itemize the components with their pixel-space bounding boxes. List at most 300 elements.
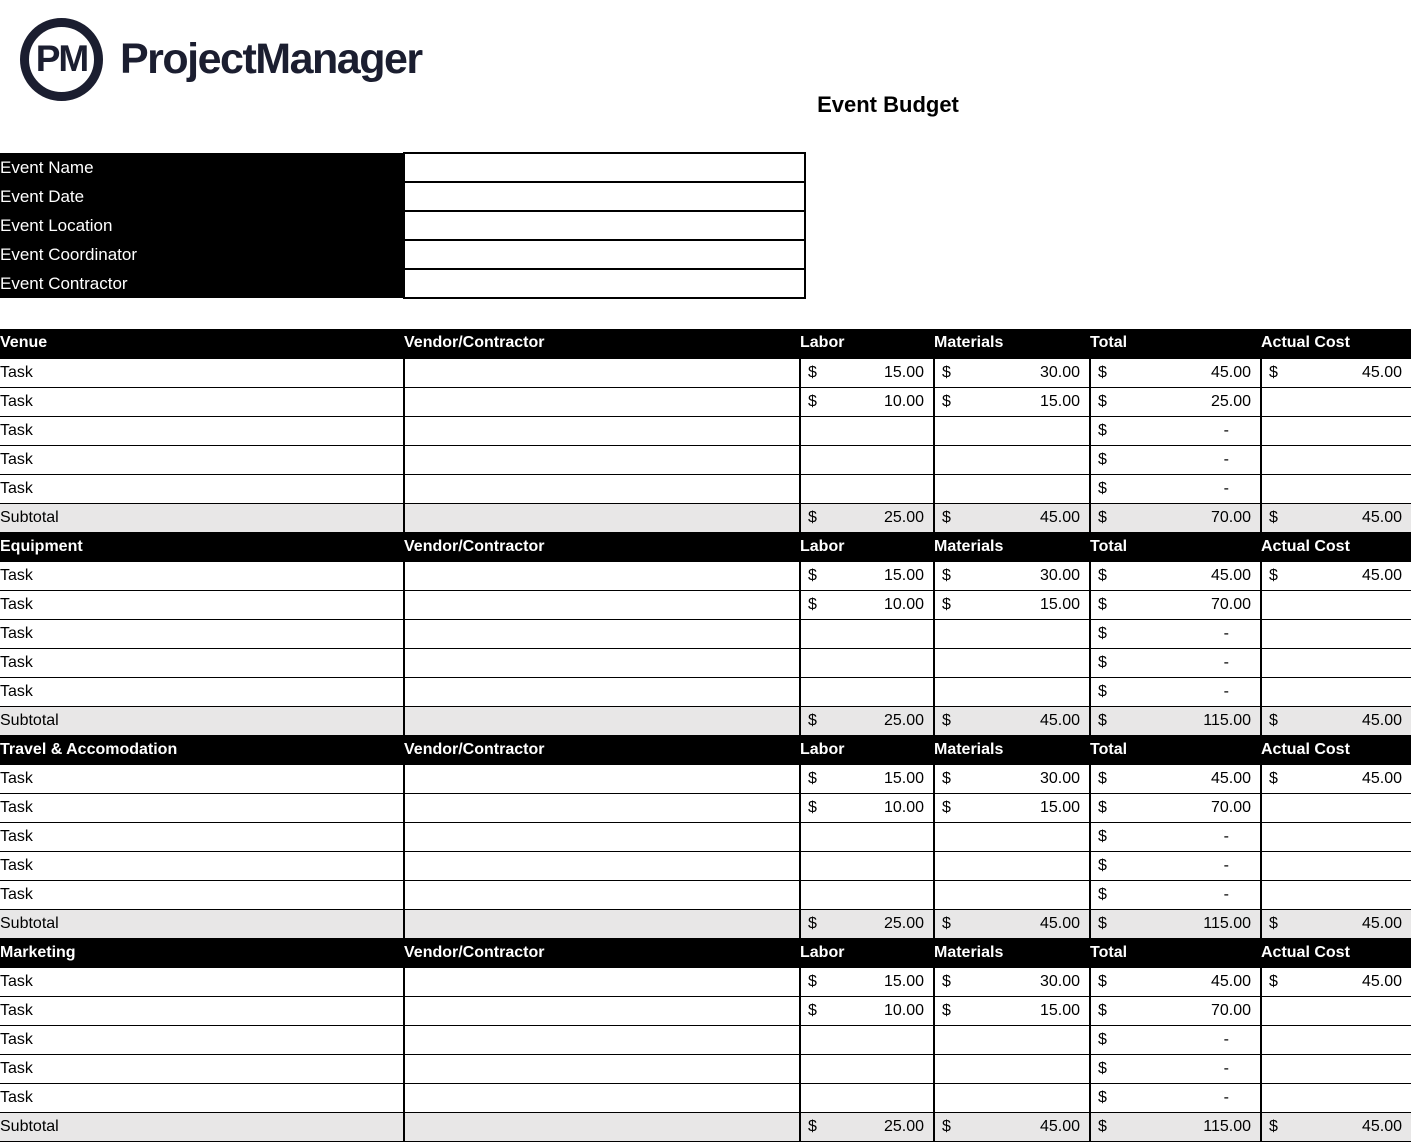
labor-value: 10.00 xyxy=(883,392,924,410)
event-info-row-event-contractor xyxy=(0,269,805,298)
materials-value: 45.00 xyxy=(1039,1117,1080,1135)
task-name-cell[interactable]: Task xyxy=(0,1054,404,1083)
materials-cell xyxy=(934,503,1090,532)
materials-cell[interactable] xyxy=(934,1025,1090,1054)
projectmanager-wordmark: ProjectManager xyxy=(120,35,422,83)
materials-cell[interactable] xyxy=(934,677,1090,706)
materials-cell[interactable] xyxy=(934,416,1090,445)
section-header-travel-accomodation xyxy=(0,735,1411,764)
actual-cell[interactable] xyxy=(1261,445,1411,474)
task-name-cell[interactable]: Task xyxy=(0,1083,404,1112)
currency-symbol: $ xyxy=(1098,856,1107,874)
currency-symbol: $ xyxy=(808,972,817,990)
currency-symbol: $ xyxy=(1098,595,1107,613)
materials-cell[interactable] xyxy=(934,590,1090,619)
total-cell xyxy=(1090,474,1261,503)
subtotal-label-cell: Subtotal xyxy=(0,503,404,532)
labor-cell[interactable] xyxy=(800,1054,934,1083)
currency-symbol: $ xyxy=(1098,508,1107,526)
total-value: - xyxy=(1223,682,1229,700)
vendor-cell[interactable] xyxy=(404,590,800,619)
currency-symbol: $ xyxy=(942,363,951,381)
materials-cell[interactable] xyxy=(934,648,1090,677)
column-header-labor: Labor xyxy=(800,329,934,358)
currency-symbol: $ xyxy=(1098,885,1107,903)
task-name-cell[interactable]: Task xyxy=(0,851,404,880)
actual-cell[interactable] xyxy=(1261,648,1411,677)
subtotal-label-cell: Subtotal xyxy=(0,909,404,938)
labor-cell[interactable] xyxy=(800,416,934,445)
total-cell xyxy=(1090,909,1261,938)
labor-cell[interactable] xyxy=(800,793,934,822)
task-name-cell[interactable]: Task xyxy=(0,445,404,474)
materials-cell[interactable] xyxy=(934,474,1090,503)
actual-value: 45.00 xyxy=(1361,566,1402,584)
currency-symbol: $ xyxy=(1098,682,1107,700)
labor-value: 25.00 xyxy=(883,1117,924,1135)
task-row xyxy=(0,822,1411,851)
currency-symbol: $ xyxy=(1098,914,1107,932)
total-cell xyxy=(1090,1025,1261,1054)
total-cell xyxy=(1090,590,1261,619)
labor-cell xyxy=(800,1112,934,1141)
currency-symbol: $ xyxy=(808,508,817,526)
projectmanager-logo-icon xyxy=(20,18,103,101)
task-row xyxy=(0,648,1411,677)
column-header-vendor: Vendor/Contractor xyxy=(404,329,800,358)
actual-value: 45.00 xyxy=(1361,1117,1402,1135)
total-cell xyxy=(1090,1083,1261,1112)
vendor-cell[interactable] xyxy=(404,1025,800,1054)
labor-cell xyxy=(800,706,934,735)
vendor-cell[interactable] xyxy=(404,1083,800,1112)
total-cell xyxy=(1090,619,1261,648)
subtotal-row-marketing xyxy=(0,1112,1411,1141)
vendor-cell[interactable] xyxy=(404,387,800,416)
total-cell xyxy=(1090,387,1261,416)
vendor-cell[interactable] xyxy=(404,793,800,822)
vendor-cell[interactable] xyxy=(404,851,800,880)
actual-value: 45.00 xyxy=(1361,363,1402,381)
currency-symbol: $ xyxy=(1098,1001,1107,1019)
total-value: - xyxy=(1223,450,1229,468)
currency-symbol: $ xyxy=(808,1117,817,1135)
labor-value: 25.00 xyxy=(883,914,924,932)
column-header-labor: Labor xyxy=(800,938,934,967)
currency-symbol: $ xyxy=(1098,1088,1107,1106)
task-row xyxy=(0,416,1411,445)
task-row xyxy=(0,445,1411,474)
vendor-cell[interactable] xyxy=(404,619,800,648)
labor-cell[interactable] xyxy=(800,967,934,996)
currency-symbol: $ xyxy=(1098,566,1107,584)
labor-cell[interactable] xyxy=(800,648,934,677)
currency-symbol: $ xyxy=(1269,769,1278,787)
actual-cell[interactable] xyxy=(1261,358,1411,387)
materials-cell[interactable] xyxy=(934,996,1090,1025)
actual-cell[interactable] xyxy=(1261,1025,1411,1054)
budget-table xyxy=(0,329,1411,1142)
actual-cell[interactable] xyxy=(1261,590,1411,619)
total-value: - xyxy=(1223,1088,1229,1106)
labor-cell[interactable] xyxy=(800,561,934,590)
task-name-cell[interactable]: Task xyxy=(0,677,404,706)
task-row xyxy=(0,793,1411,822)
column-header-vendor: Vendor/Contractor xyxy=(404,532,800,561)
vendor-cell[interactable] xyxy=(404,416,800,445)
task-name-cell[interactable]: Task xyxy=(0,822,404,851)
labor-cell[interactable] xyxy=(800,822,934,851)
labor-cell xyxy=(800,503,934,532)
task-name-cell[interactable]: Task xyxy=(0,387,404,416)
currency-symbol: $ xyxy=(808,363,817,381)
total-cell xyxy=(1090,764,1261,793)
actual-cell[interactable] xyxy=(1261,677,1411,706)
total-value: 115.00 xyxy=(1203,1117,1251,1135)
vendor-cell[interactable] xyxy=(404,764,800,793)
vendor-cell[interactable] xyxy=(404,648,800,677)
event-info-input-event-location[interactable] xyxy=(404,211,805,240)
materials-cell[interactable] xyxy=(934,764,1090,793)
labor-cell[interactable] xyxy=(800,474,934,503)
currency-symbol: $ xyxy=(942,914,951,932)
task-row xyxy=(0,967,1411,996)
total-cell xyxy=(1090,996,1261,1025)
section-title: Travel & Accomodation xyxy=(0,735,404,764)
currency-symbol: $ xyxy=(942,972,951,990)
event-info-input-event-contractor[interactable] xyxy=(404,269,805,298)
currency-symbol: $ xyxy=(1098,1117,1107,1135)
task-name-cell[interactable]: Task xyxy=(0,590,404,619)
actual-cell[interactable] xyxy=(1261,474,1411,503)
currency-symbol: $ xyxy=(942,1117,951,1135)
currency-symbol: $ xyxy=(808,769,817,787)
task-name-cell[interactable]: Task xyxy=(0,967,404,996)
event-info-table xyxy=(0,152,806,299)
currency-symbol: $ xyxy=(1098,798,1107,816)
subtotal-row-venue xyxy=(0,503,1411,532)
section-header-equipment xyxy=(0,532,1411,561)
task-row xyxy=(0,880,1411,909)
vendor-cell[interactable] xyxy=(404,358,800,387)
subtotal-vendor-cell xyxy=(404,706,800,735)
subtotal-row-travel-accomodation xyxy=(0,909,1411,938)
currency-symbol: $ xyxy=(942,392,951,410)
materials-value: 15.00 xyxy=(1039,1001,1080,1019)
materials-cell[interactable] xyxy=(934,793,1090,822)
total-value: - xyxy=(1223,653,1229,671)
actual-value: 45.00 xyxy=(1361,914,1402,932)
column-header-actual: Actual Cost xyxy=(1261,329,1411,358)
currency-symbol: $ xyxy=(808,566,817,584)
vendor-cell[interactable] xyxy=(404,677,800,706)
materials-cell xyxy=(934,1112,1090,1141)
labor-value: 15.00 xyxy=(883,972,924,990)
labor-cell[interactable] xyxy=(800,1025,934,1054)
column-header-labor: Labor xyxy=(800,735,934,764)
currency-symbol: $ xyxy=(1269,363,1278,381)
currency-symbol: $ xyxy=(1269,566,1278,584)
labor-cell xyxy=(800,909,934,938)
labor-cell[interactable] xyxy=(800,619,934,648)
task-name-cell[interactable]: Task xyxy=(0,764,404,793)
currency-symbol: $ xyxy=(808,1001,817,1019)
labor-cell[interactable] xyxy=(800,764,934,793)
currency-symbol: $ xyxy=(1269,1117,1278,1135)
materials-cell[interactable] xyxy=(934,851,1090,880)
total-value: 45.00 xyxy=(1210,769,1251,787)
materials-value: 15.00 xyxy=(1039,392,1080,410)
total-value: - xyxy=(1223,827,1229,845)
projectmanager-logo xyxy=(20,18,422,101)
total-cell xyxy=(1090,503,1261,532)
labor-cell[interactable] xyxy=(800,880,934,909)
actual-cell[interactable] xyxy=(1261,1083,1411,1112)
actual-cell[interactable] xyxy=(1261,387,1411,416)
currency-symbol: $ xyxy=(1098,972,1107,990)
labor-cell[interactable] xyxy=(800,358,934,387)
materials-value: 45.00 xyxy=(1039,914,1080,932)
total-cell xyxy=(1090,706,1261,735)
currency-symbol: $ xyxy=(1098,827,1107,845)
section-header-venue xyxy=(0,329,1411,358)
actual-cell xyxy=(1261,503,1411,532)
task-row xyxy=(0,619,1411,648)
task-name-cell[interactable]: Task xyxy=(0,996,404,1025)
total-cell xyxy=(1090,880,1261,909)
vendor-cell[interactable] xyxy=(404,822,800,851)
event-info-label: Event Location xyxy=(0,211,404,240)
event-info-label: Event Coordinator xyxy=(0,240,404,269)
labor-cell[interactable] xyxy=(800,996,934,1025)
task-name-cell[interactable]: Task xyxy=(0,416,404,445)
actual-cell xyxy=(1261,909,1411,938)
vendor-cell[interactable] xyxy=(404,474,800,503)
labor-cell[interactable] xyxy=(800,445,934,474)
materials-cell[interactable] xyxy=(934,445,1090,474)
materials-cell[interactable] xyxy=(934,358,1090,387)
event-info-row-event-date xyxy=(0,182,805,211)
currency-symbol: $ xyxy=(942,508,951,526)
subtotal-vendor-cell xyxy=(404,1112,800,1141)
actual-value: 45.00 xyxy=(1361,769,1402,787)
total-cell xyxy=(1090,967,1261,996)
event-info-input-event-date[interactable] xyxy=(404,182,805,211)
currency-symbol: $ xyxy=(942,798,951,816)
currency-symbol: $ xyxy=(1269,508,1278,526)
column-header-materials: Materials xyxy=(934,735,1090,764)
total-value: 45.00 xyxy=(1210,566,1251,584)
labor-value: 15.00 xyxy=(883,769,924,787)
event-info-input-event-name[interactable] xyxy=(404,153,805,182)
currency-symbol: $ xyxy=(942,1001,951,1019)
section-title: Equipment xyxy=(0,532,404,561)
currency-symbol: $ xyxy=(942,595,951,613)
labor-value: 15.00 xyxy=(883,566,924,584)
task-name-cell[interactable]: Task xyxy=(0,358,404,387)
actual-value: 45.00 xyxy=(1361,711,1402,729)
total-cell xyxy=(1090,648,1261,677)
materials-cell[interactable] xyxy=(934,619,1090,648)
total-value: - xyxy=(1223,479,1229,497)
event-info-row-event-coordinator xyxy=(0,240,805,269)
total-value: - xyxy=(1223,1059,1229,1077)
vendor-cell[interactable] xyxy=(404,996,800,1025)
event-info-row-event-location xyxy=(0,211,805,240)
currency-symbol: $ xyxy=(942,711,951,729)
column-header-materials: Materials xyxy=(934,938,1090,967)
event-info-label: Event Name xyxy=(0,153,404,182)
column-header-materials: Materials xyxy=(934,329,1090,358)
currency-symbol: $ xyxy=(808,595,817,613)
task-row xyxy=(0,1054,1411,1083)
actual-cell[interactable] xyxy=(1261,416,1411,445)
vendor-cell[interactable] xyxy=(404,1054,800,1083)
materials-cell[interactable] xyxy=(934,822,1090,851)
task-name-cell[interactable]: Task xyxy=(0,561,404,590)
subtotal-vendor-cell xyxy=(404,503,800,532)
total-cell xyxy=(1090,793,1261,822)
task-row xyxy=(0,1025,1411,1054)
materials-value: 45.00 xyxy=(1039,508,1080,526)
total-value: - xyxy=(1223,1030,1229,1048)
total-value: 115.00 xyxy=(1203,914,1251,932)
total-value: 115.00 xyxy=(1203,711,1251,729)
currency-symbol: $ xyxy=(1098,624,1107,642)
currency-symbol: $ xyxy=(808,914,817,932)
total-value: 70.00 xyxy=(1210,508,1251,526)
labor-cell[interactable] xyxy=(800,590,934,619)
currency-symbol: $ xyxy=(808,711,817,729)
currency-symbol: $ xyxy=(1098,653,1107,671)
total-value: - xyxy=(1223,885,1229,903)
labor-value: 10.00 xyxy=(883,798,924,816)
task-name-cell[interactable]: Task xyxy=(0,1025,404,1054)
materials-value: 30.00 xyxy=(1039,769,1080,787)
actual-cell[interactable] xyxy=(1261,851,1411,880)
total-cell xyxy=(1090,1112,1261,1141)
currency-symbol: $ xyxy=(808,798,817,816)
column-header-actual: Actual Cost xyxy=(1261,735,1411,764)
materials-cell xyxy=(934,909,1090,938)
actual-value: 45.00 xyxy=(1361,508,1402,526)
total-cell xyxy=(1090,561,1261,590)
total-cell xyxy=(1090,822,1261,851)
actual-cell[interactable] xyxy=(1261,764,1411,793)
currency-symbol: $ xyxy=(1098,769,1107,787)
task-row xyxy=(0,996,1411,1025)
actual-cell[interactable] xyxy=(1261,561,1411,590)
materials-value: 30.00 xyxy=(1039,972,1080,990)
task-name-cell[interactable]: Task xyxy=(0,619,404,648)
actual-cell[interactable] xyxy=(1261,880,1411,909)
column-header-total: Total xyxy=(1090,532,1261,561)
column-header-actual: Actual Cost xyxy=(1261,532,1411,561)
currency-symbol: $ xyxy=(1098,363,1107,381)
task-name-cell[interactable]: Task xyxy=(0,648,404,677)
currency-symbol: $ xyxy=(1269,711,1278,729)
total-cell xyxy=(1090,358,1261,387)
total-value: 70.00 xyxy=(1210,798,1251,816)
subtotal-label-cell: Subtotal xyxy=(0,706,404,735)
event-info-label: Event Date xyxy=(0,182,404,211)
column-header-total: Total xyxy=(1090,938,1261,967)
total-value: - xyxy=(1223,421,1229,439)
total-cell xyxy=(1090,445,1261,474)
section-title: Marketing xyxy=(0,938,404,967)
materials-cell[interactable] xyxy=(934,561,1090,590)
actual-cell[interactable] xyxy=(1261,822,1411,851)
materials-cell[interactable] xyxy=(934,1054,1090,1083)
materials-value: 30.00 xyxy=(1039,566,1080,584)
actual-cell[interactable] xyxy=(1261,1054,1411,1083)
event-info-input-event-coordinator[interactable] xyxy=(404,240,805,269)
event-info-row-event-name xyxy=(0,153,805,182)
total-cell xyxy=(1090,677,1261,706)
labor-value: 15.00 xyxy=(883,363,924,381)
labor-cell[interactable] xyxy=(800,1083,934,1112)
task-row xyxy=(0,764,1411,793)
task-row xyxy=(0,1083,1411,1112)
page-title: Event Budget xyxy=(817,92,959,117)
materials-cell[interactable] xyxy=(934,387,1090,416)
actual-cell[interactable] xyxy=(1261,996,1411,1025)
actual-cell[interactable] xyxy=(1261,793,1411,822)
currency-symbol: $ xyxy=(1098,711,1107,729)
actual-cell[interactable] xyxy=(1261,967,1411,996)
materials-cell[interactable] xyxy=(934,880,1090,909)
actual-cell[interactable] xyxy=(1261,619,1411,648)
task-name-cell[interactable]: Task xyxy=(0,474,404,503)
task-row xyxy=(0,474,1411,503)
subtotal-row-equipment xyxy=(0,706,1411,735)
column-header-actual: Actual Cost xyxy=(1261,938,1411,967)
task-name-cell[interactable]: Task xyxy=(0,880,404,909)
vendor-cell[interactable] xyxy=(404,445,800,474)
currency-symbol: $ xyxy=(1269,914,1278,932)
column-header-labor: Labor xyxy=(800,532,934,561)
section-header-marketing xyxy=(0,938,1411,967)
task-row xyxy=(0,677,1411,706)
vendor-cell[interactable] xyxy=(404,561,800,590)
total-value: 70.00 xyxy=(1210,595,1251,613)
currency-symbol: $ xyxy=(1098,1059,1107,1077)
currency-symbol: $ xyxy=(1098,392,1107,410)
total-value: - xyxy=(1223,856,1229,874)
column-header-total: Total xyxy=(1090,329,1261,358)
task-name-cell[interactable]: Task xyxy=(0,793,404,822)
total-cell xyxy=(1090,1054,1261,1083)
total-value: 70.00 xyxy=(1210,1001,1251,1019)
actual-cell xyxy=(1261,1112,1411,1141)
currency-symbol: $ xyxy=(1098,479,1107,497)
labor-cell[interactable] xyxy=(800,851,934,880)
materials-value: 45.00 xyxy=(1039,711,1080,729)
materials-cell[interactable] xyxy=(934,967,1090,996)
total-cell xyxy=(1090,416,1261,445)
labor-cell[interactable] xyxy=(800,387,934,416)
labor-cell[interactable] xyxy=(800,677,934,706)
currency-symbol: $ xyxy=(1098,421,1107,439)
column-header-total: Total xyxy=(1090,735,1261,764)
total-cell xyxy=(1090,851,1261,880)
total-value: 45.00 xyxy=(1210,972,1251,990)
vendor-cell[interactable] xyxy=(404,967,800,996)
task-row xyxy=(0,851,1411,880)
materials-cell[interactable] xyxy=(934,1083,1090,1112)
total-value: 25.00 xyxy=(1210,392,1251,410)
vendor-cell[interactable] xyxy=(404,880,800,909)
